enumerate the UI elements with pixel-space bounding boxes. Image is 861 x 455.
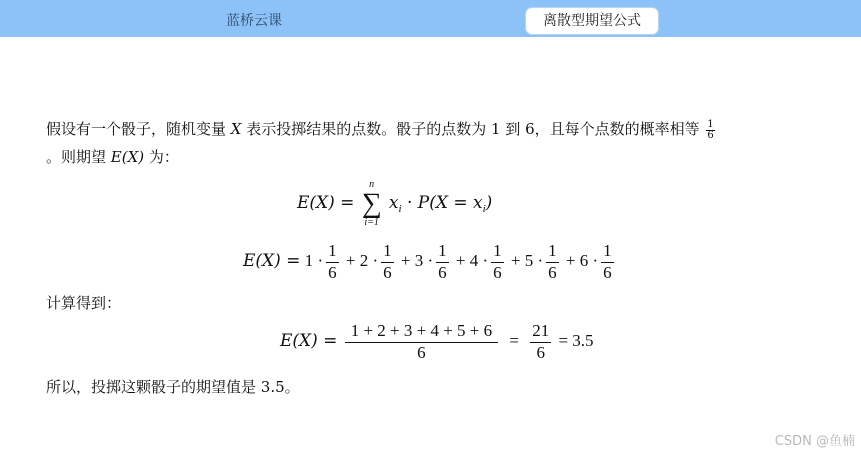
sum-upper: n xyxy=(369,179,375,190)
eq2-frac-den: 6 xyxy=(438,263,447,282)
inline-frac-den: 6 xyxy=(707,129,714,141)
eq2-lhs: E(X) = xyxy=(243,250,301,271)
eq1-lhs: E(X) = xyxy=(297,192,355,213)
sum-lower: i=1 xyxy=(364,217,379,228)
eq2-frac-num: 1 xyxy=(326,241,339,263)
inline-fraction xyxy=(706,120,714,141)
eq2-frac xyxy=(436,241,449,283)
eq2-frac xyxy=(546,241,559,283)
eq2-frac-den: 6 xyxy=(548,263,557,282)
equation-definition xyxy=(297,180,492,228)
eq2-frac xyxy=(326,241,339,283)
eq2-frac-den: 6 xyxy=(603,263,612,282)
sigma-symbol: ∑ xyxy=(361,188,382,219)
eq3-frac1-den: 6 xyxy=(417,343,426,362)
eq2-frac-num: 1 xyxy=(381,241,394,263)
eq2-term xyxy=(304,241,342,282)
eq2-coef: 1 · xyxy=(304,250,324,270)
equation-expanded xyxy=(243,241,617,283)
summation xyxy=(362,180,382,228)
eq2-coef: + 3 · xyxy=(400,250,434,270)
eq1-xi: x xyxy=(388,192,399,213)
eq2-term xyxy=(565,241,617,282)
eq2-coef: + 5 · xyxy=(510,250,544,270)
eq2-coef: + 6 · xyxy=(565,250,599,270)
eq2-term xyxy=(455,241,507,282)
eq2-term xyxy=(510,241,562,282)
eq2-coef: + 4 · xyxy=(455,250,489,270)
var-x: X xyxy=(230,120,242,138)
eq2-coef: + 2 · xyxy=(345,250,379,270)
expr-ex: E(X) xyxy=(110,148,145,166)
eq1-prob: · P(X = x xyxy=(401,192,483,213)
expect-text-b: 为： xyxy=(144,148,179,166)
eq2-frac-num: 1 xyxy=(601,241,614,263)
eq3-equals: = xyxy=(509,330,519,350)
paragraph-compute: 计算得到： xyxy=(46,294,122,312)
eq3-sum-fraction xyxy=(345,321,498,363)
eq2-frac xyxy=(491,241,504,283)
paragraph-intro xyxy=(46,118,715,141)
tab-lanqiao[interactable]: 蓝桥云课 xyxy=(226,13,282,29)
inline-frac-num: 1 xyxy=(707,118,714,130)
expect-text-a: 。则期望 xyxy=(46,148,111,166)
eq2-frac-num: 1 xyxy=(546,241,559,263)
eq3-frac2-den: 6 xyxy=(536,343,545,362)
eq1-prob-sub: i xyxy=(482,202,486,215)
eq3-lhs: E(X) = xyxy=(280,330,338,351)
intro-text-b: 表示投掷结果的点数。骰子的点数为 1 到 6，且每个点数的概率相等 xyxy=(241,120,705,138)
eq3-frac1-num: 1 + 2 + 3 + 4 + 5 + 6 xyxy=(345,321,498,343)
intro-text-a: 假设有一个骰子，随机变量 xyxy=(46,120,231,138)
eq2-frac xyxy=(381,241,394,283)
eq2-term xyxy=(400,241,452,282)
eq3-21-over-6 xyxy=(530,321,551,363)
eq2-frac-num: 1 xyxy=(491,241,504,263)
eq2-frac-num: 1 xyxy=(436,241,449,263)
eq3-frac2-num: 21 xyxy=(530,321,551,343)
eq1-xi-sub: i xyxy=(398,202,402,215)
eq2-frac-den: 6 xyxy=(383,263,392,282)
tab-discrete-expectation[interactable]: 离散型期望公式 xyxy=(526,8,658,34)
eq1-close: ) xyxy=(485,192,493,213)
equation-result xyxy=(280,321,594,363)
eq2-frac xyxy=(601,241,614,283)
paragraph-conclusion: 所以，投掷这颗骰子的期望值是 3.5。 xyxy=(46,378,300,396)
csdn-watermark: CSDN @鱼楠 xyxy=(774,434,855,449)
eq2-term xyxy=(345,241,397,282)
paragraph-expectation-intro xyxy=(46,146,179,167)
eq3-result: = 3.5 xyxy=(558,330,594,350)
top-bar xyxy=(0,0,861,37)
eq2-frac-den: 6 xyxy=(493,263,502,282)
eq2-frac-den: 6 xyxy=(328,263,337,282)
